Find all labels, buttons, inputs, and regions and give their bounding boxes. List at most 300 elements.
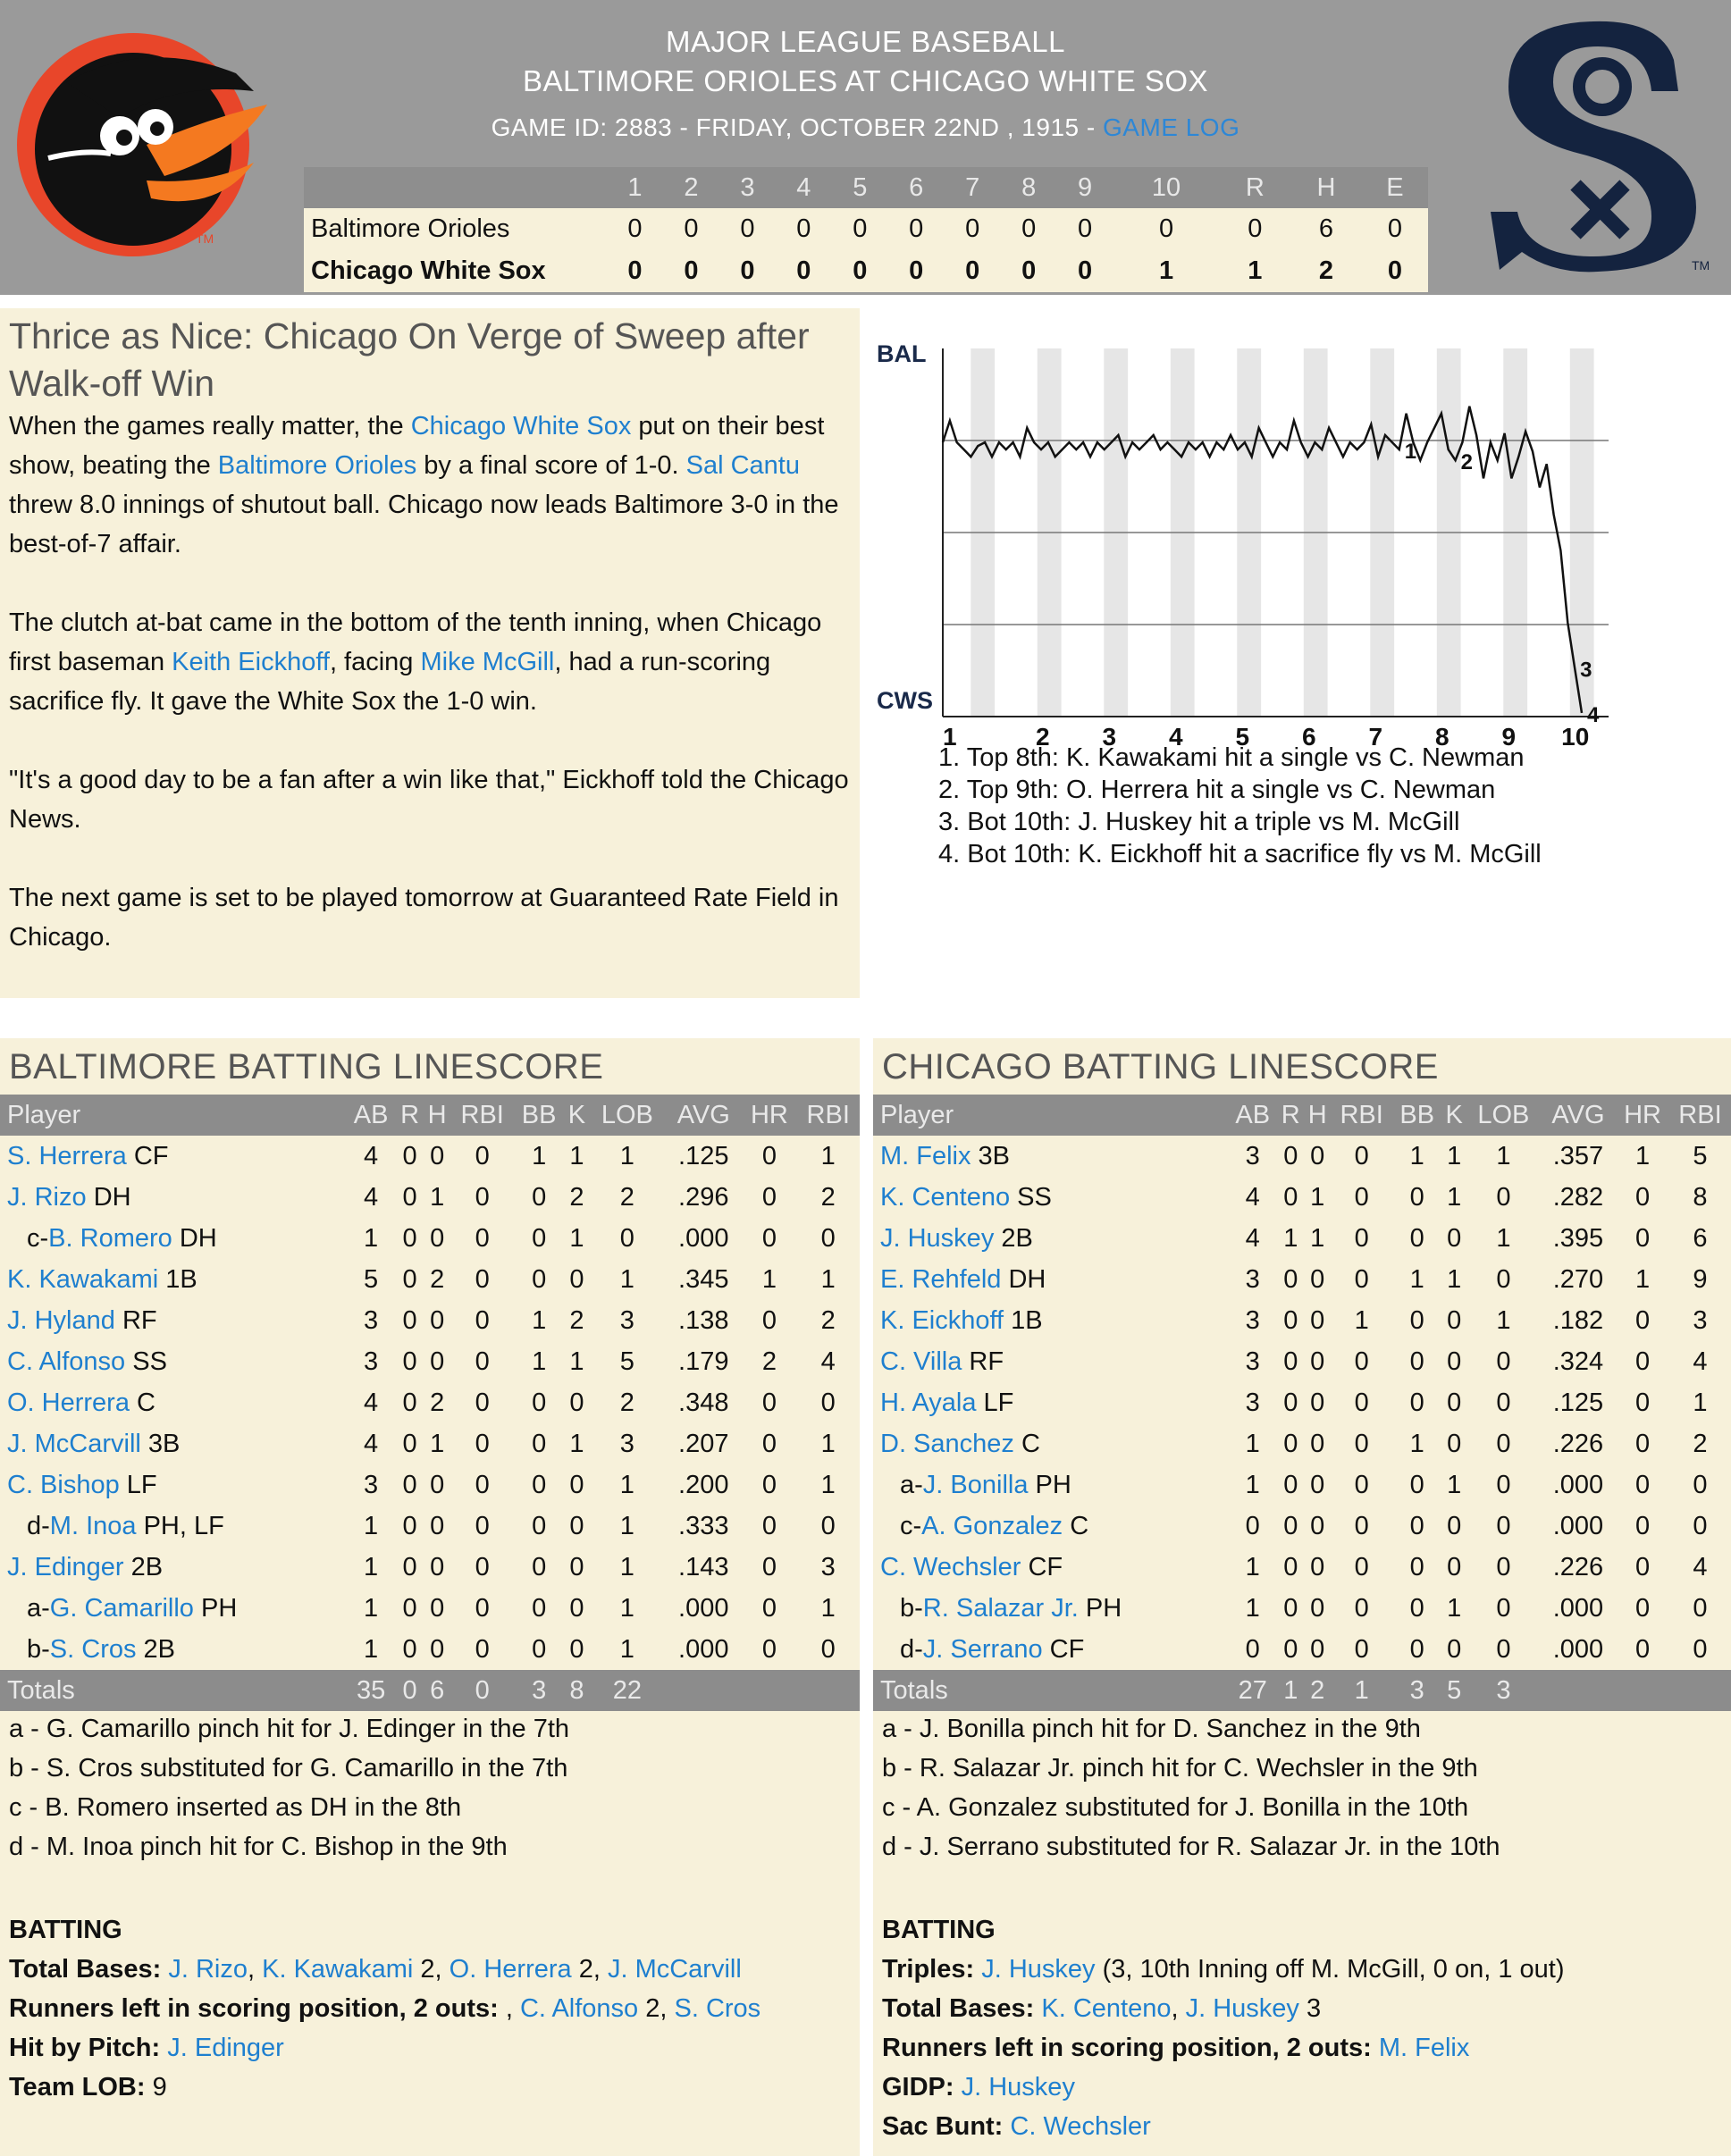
- play-marker: 1: [1404, 440, 1417, 465]
- batter-row: [873, 1300, 1731, 1341]
- stat-cell: 0: [475, 1305, 490, 1335]
- batting-stat-line: [882, 1989, 1564, 2028]
- stat-cell: .207: [678, 1429, 729, 1458]
- totals-row: [873, 1670, 1731, 1711]
- stat-cell: 0: [1283, 1388, 1298, 1417]
- story-text: "It's a good day to be a fan after a win like that," Eickhoff told the Chicago News.: [9, 766, 849, 834]
- stat-cell: 1: [1634, 1264, 1651, 1294]
- linescore-header-cell: 1: [607, 167, 663, 208]
- batting-header-cell: AB: [1228, 1095, 1277, 1136]
- home-batting-title: CHICAGO BATTING LINESCORE: [882, 1047, 1439, 1086]
- linescore-header-cell: 2: [663, 167, 719, 208]
- stat-cell: 0: [430, 1141, 445, 1170]
- batting-stat-line: [9, 1989, 760, 2028]
- stat-cell: 0: [532, 1182, 547, 1212]
- stat-cell: 0: [1447, 1552, 1462, 1581]
- stat-cell: 0: [1310, 1141, 1325, 1170]
- stat-cell: .226: [1552, 1429, 1604, 1458]
- batter-name-link[interactable]: M. Inoa: [49, 1511, 137, 1540]
- batter-name-link[interactable]: D. Sanchez: [880, 1429, 1014, 1458]
- story-link[interactable]: Mike McGill: [420, 648, 555, 676]
- batter-row: [0, 1547, 860, 1588]
- linescore-cell: 0: [945, 250, 1001, 292]
- away-batting-table: [0, 1095, 860, 1711]
- stat-cell: 1: [1245, 1552, 1260, 1581]
- batter-position: RF: [114, 1305, 157, 1335]
- stat-cell: 4: [364, 1182, 379, 1212]
- batting-stat-line: [9, 1950, 760, 1989]
- stat-cell: 0: [569, 1552, 584, 1581]
- stat-cell: 2: [820, 1305, 836, 1335]
- player-link[interactable]: J. Huskey: [961, 2073, 1075, 2101]
- stat-cell: 0: [1634, 1511, 1651, 1540]
- stat-cell: 0: [532, 1223, 547, 1253]
- batting-header-cell: AB: [346, 1095, 396, 1136]
- linescore-header-cell: 5: [832, 167, 888, 208]
- play-marker: 4: [1587, 702, 1600, 727]
- stat-cell: 0: [1354, 1552, 1369, 1581]
- totals-cell: 3: [1466, 1670, 1541, 1711]
- totals-cell: [742, 1670, 796, 1711]
- linescore-cell: 0: [832, 208, 888, 250]
- stat-text: 9: [152, 2073, 167, 2101]
- batter-name-link[interactable]: J. Hyland: [7, 1305, 115, 1335]
- stat-cell: 0: [761, 1141, 777, 1170]
- stat-cell: 0: [475, 1429, 490, 1458]
- stat-cell: 1: [820, 1470, 836, 1499]
- stat-cell: 0: [1634, 1593, 1651, 1623]
- player-link[interactable]: M. Felix: [1378, 2034, 1470, 2062]
- linescore-cell: 0: [1001, 250, 1057, 292]
- stat-cell: 0: [475, 1346, 490, 1376]
- batter-name-link[interactable]: E. Rehfeld: [880, 1264, 1002, 1294]
- batter-row: [0, 1464, 860, 1506]
- totals-cell: Totals: [0, 1670, 346, 1711]
- player-link[interactable]: J. Rizo: [168, 1955, 248, 1984]
- batting-header-cell: RBI: [450, 1095, 514, 1136]
- stat-cell: 0: [430, 1634, 445, 1664]
- stat-cell: 0: [532, 1429, 547, 1458]
- linescore-header-cell: 10: [1113, 167, 1220, 208]
- stat-cell: 0: [430, 1305, 445, 1335]
- stat-cell: 0: [1354, 1388, 1369, 1417]
- batter-name-link[interactable]: K. Eickhoff: [880, 1305, 1004, 1335]
- totals-cell: 22: [590, 1670, 666, 1711]
- stat-cell: 0: [1496, 1429, 1511, 1458]
- batter-name-link[interactable]: B. Romero: [48, 1223, 172, 1253]
- stat-cell: 0: [1409, 1223, 1424, 1253]
- batting-header-cell: H: [1304, 1095, 1331, 1136]
- batting-header-cell: H: [424, 1095, 451, 1136]
- stat-cell: .395: [1552, 1223, 1604, 1253]
- totals-cell: [796, 1670, 860, 1711]
- stat-cell: 0: [820, 1634, 836, 1664]
- batter-name-link[interactable]: J. Huskey: [880, 1223, 995, 1253]
- batting-header-cell: LOB: [590, 1095, 666, 1136]
- stat-cell: 0: [402, 1182, 417, 1212]
- inning-tick-label: 9: [1501, 723, 1517, 751]
- player-link[interactable]: S. Cros: [674, 1994, 761, 2023]
- stat-cell: 0: [569, 1470, 584, 1499]
- linescore-cell: 0: [888, 250, 945, 292]
- stat-cell: 0: [1447, 1305, 1462, 1335]
- inning-tick-label: 5: [1235, 723, 1250, 751]
- batter-cell: [873, 1218, 1228, 1259]
- batter-sub-prefix: d-: [900, 1634, 923, 1664]
- stat-cell: .125: [678, 1141, 729, 1170]
- batter-cell: [0, 1341, 346, 1382]
- linescore-cell: 0: [719, 250, 776, 292]
- batter-cell: [0, 1218, 346, 1259]
- stat-cell: 0: [532, 1264, 547, 1294]
- stat-cell: 0: [1409, 1346, 1424, 1376]
- stat-cell: 0: [1496, 1470, 1511, 1499]
- stat-cell: 0: [402, 1429, 417, 1458]
- stat-cell: 0: [1354, 1264, 1369, 1294]
- stat-cell: 4: [1245, 1182, 1260, 1212]
- player-link[interactable]: K. Centeno: [1041, 1994, 1172, 2023]
- batter-position: 2B: [123, 1552, 164, 1581]
- stat-cell: 1: [1310, 1182, 1325, 1212]
- stat-cell: 2: [619, 1182, 634, 1212]
- stat-cell: .226: [1552, 1552, 1604, 1581]
- batting-header-cell: Player: [873, 1095, 1228, 1136]
- batter-position: PH: [1028, 1470, 1071, 1499]
- svg-text:TM: TM: [1692, 258, 1710, 273]
- stat-cell: 1: [1245, 1470, 1260, 1499]
- stat-cell: 1: [1409, 1264, 1424, 1294]
- stat-cell: 1: [364, 1593, 379, 1623]
- stat-cell: 1: [1496, 1141, 1511, 1170]
- stat-cell: 3: [364, 1305, 379, 1335]
- stat-cell: .345: [678, 1264, 729, 1294]
- player-link[interactable]: J. Huskey: [981, 1955, 1096, 1984]
- stat-cell: 0: [761, 1552, 777, 1581]
- stat-cell: 4: [1693, 1552, 1708, 1581]
- play-note: 3. Bot 10th: J. Huskey hit a triple vs M. McGill: [938, 808, 1460, 836]
- stat-text: 2,: [571, 1955, 608, 1984]
- batter-position: DH: [172, 1223, 217, 1253]
- player-link[interactable]: J. McCarvill: [607, 1955, 742, 1984]
- stat-cell: 0: [532, 1552, 547, 1581]
- linescore-cell: 0: [1113, 208, 1220, 250]
- white-sox-logo: [1473, 11, 1718, 279]
- batter-row: [873, 1218, 1731, 1259]
- linescore-cell: 0: [776, 208, 832, 250]
- batter-cell: [873, 1300, 1228, 1341]
- batter-cell: [873, 1382, 1228, 1423]
- stat-cell: 0: [402, 1388, 417, 1417]
- stat-cell: 0: [1634, 1429, 1651, 1458]
- stat-cell: 0: [1310, 1593, 1325, 1623]
- stat-cell: 1: [430, 1429, 445, 1458]
- totals-cell: 6: [424, 1670, 451, 1711]
- totals-cell: 3: [1392, 1670, 1441, 1711]
- stat-cell: .357: [1552, 1141, 1604, 1170]
- stat-cell: 1: [1245, 1429, 1260, 1458]
- batting-header-cell: HR: [1616, 1095, 1669, 1136]
- story-paragraph: [9, 603, 853, 721]
- batter-name-link[interactable]: A. Gonzalez: [921, 1511, 1063, 1540]
- story-link[interactable]: Chicago White Sox: [410, 412, 632, 440]
- stat-cell: 1: [1409, 1429, 1424, 1458]
- stat-cell: 0: [1693, 1634, 1708, 1664]
- stat-cell: 1: [569, 1141, 584, 1170]
- linescore-cell: 0: [607, 208, 663, 250]
- stat-cell: .333: [678, 1511, 729, 1540]
- stat-cell: .000: [1552, 1593, 1604, 1623]
- stat-text: (3, 10th Inning off M. McGill, 0 on, 1 out): [1095, 1955, 1565, 1984]
- batter-position: LF: [119, 1470, 157, 1499]
- story-paragraph: [9, 760, 853, 839]
- batter-name-link[interactable]: C. Bishop: [7, 1470, 120, 1499]
- player-link[interactable]: J. Edinger: [167, 2034, 284, 2062]
- substitution-note: a - G. Camarillo pinch hit for J. Edinger in the 7th: [9, 1715, 570, 1743]
- linescore-header-cell: R: [1220, 167, 1291, 208]
- batter-row: [873, 1464, 1731, 1506]
- totals-cell: 27: [1228, 1670, 1277, 1711]
- stat-cell: 0: [1409, 1511, 1424, 1540]
- batting-stat-line: [9, 2028, 760, 2068]
- linescore-cell: 0: [1057, 208, 1113, 250]
- batter-name-link[interactable]: J. Bonilla: [922, 1470, 1029, 1499]
- stat-cell: 0: [532, 1634, 547, 1664]
- linescore-cell: 0: [1362, 208, 1428, 250]
- play-marker: 2: [1460, 450, 1473, 475]
- linescore-header-cell: 8: [1001, 167, 1057, 208]
- batter-name-link[interactable]: K. Centeno: [880, 1182, 1011, 1212]
- stat-cell: 0: [1283, 1305, 1298, 1335]
- story-text: , had a run-scoring sacrifice fly. It gave the White Sox the 1-0 win.: [9, 648, 771, 716]
- story-link[interactable]: Keith Eickhoff: [172, 648, 330, 676]
- batter-position: 2B: [136, 1634, 176, 1664]
- inning-tick-label: 2: [1035, 723, 1050, 751]
- story-link[interactable]: Baltimore Orioles: [217, 451, 417, 480]
- player-link[interactable]: J. Huskey: [1185, 1994, 1299, 2023]
- batter-cell: [0, 1300, 346, 1341]
- stat-cell: 0: [1310, 1470, 1325, 1499]
- substitution-note: b - R. Salazar Jr. pinch hit for C. Wechsler in the 9th: [882, 1754, 1478, 1783]
- batter-name-link[interactable]: J. Edinger: [7, 1552, 124, 1581]
- stat-cell: 0: [1693, 1511, 1708, 1540]
- batting-header-cell: K: [1441, 1095, 1466, 1136]
- story-paragraph: [9, 878, 853, 957]
- batter-cell: [0, 1547, 346, 1588]
- story-text: The clutch at-bat came in the bottom of the tenth inning, when Chicago first baseman: [9, 608, 822, 676]
- player-link[interactable]: O. Herrera: [449, 1955, 572, 1984]
- batter-name-link[interactable]: S. Herrera: [7, 1141, 127, 1170]
- stat-cell: 0: [532, 1388, 547, 1417]
- batter-row: [873, 1588, 1731, 1629]
- stat-cell: .200: [678, 1470, 729, 1499]
- stat-cell: 1: [430, 1182, 445, 1212]
- batter-sub-prefix: c-: [900, 1511, 922, 1540]
- stat-cell: 3: [364, 1470, 379, 1499]
- stat-label: Runners left in scoring position, 2 outs:: [9, 1994, 506, 2023]
- inning-tick-label: 7: [1368, 723, 1383, 751]
- stat-cell: 3: [364, 1346, 379, 1376]
- stat-label: Triples:: [882, 1955, 982, 1984]
- stat-cell: 0: [475, 1141, 490, 1170]
- game-log-link[interactable]: GAME LOG: [1102, 113, 1240, 141]
- stat-cell: 6: [1693, 1223, 1708, 1253]
- stat-cell: 0: [402, 1223, 417, 1253]
- stat-cell: 0: [761, 1511, 777, 1540]
- batter-name-link[interactable]: R. Salazar Jr.: [922, 1593, 1079, 1623]
- game-linescore: [304, 167, 1428, 292]
- stat-cell: 0: [475, 1388, 490, 1417]
- batter-sub-prefix: d-: [27, 1511, 50, 1540]
- batter-sub-prefix: c-: [27, 1223, 49, 1253]
- batter-row: [0, 1506, 860, 1547]
- home-batting-table: [873, 1095, 1731, 1711]
- stat-cell: 1: [619, 1552, 634, 1581]
- batter-name-link[interactable]: O. Herrera: [7, 1388, 130, 1417]
- batter-cell: [873, 1341, 1228, 1382]
- stat-cell: 0: [1245, 1511, 1260, 1540]
- linescore-cell: 0: [945, 208, 1001, 250]
- stat-cell: 0: [1283, 1429, 1298, 1458]
- batter-position: C: [1063, 1511, 1089, 1540]
- linescore-row: [304, 250, 1428, 292]
- stat-cell: 0: [1447, 1388, 1462, 1417]
- story-text: The next game is set to be played tomorrow at Guaranteed Rate Field in Chicago.: [9, 884, 839, 952]
- stat-text: ,: [1171, 1994, 1186, 2023]
- stat-cell: 0: [1409, 1470, 1424, 1499]
- stat-cell: 0: [820, 1511, 836, 1540]
- stat-cell: 0: [402, 1305, 417, 1335]
- stat-cell: 0: [1409, 1182, 1424, 1212]
- stat-cell: 1: [364, 1511, 379, 1540]
- stat-cell: 0: [475, 1264, 490, 1294]
- stat-cell: 0: [1496, 1511, 1511, 1540]
- inning-tick-label: 3: [1102, 723, 1117, 751]
- stat-cell: 0: [761, 1634, 777, 1664]
- batter-row: [0, 1136, 860, 1177]
- stat-cell: 1: [532, 1305, 547, 1335]
- player-link[interactable]: K. Kawakami: [262, 1955, 414, 1984]
- batter-row: [873, 1629, 1731, 1670]
- stat-cell: 1: [619, 1470, 634, 1499]
- stat-cell: 0: [1496, 1346, 1511, 1376]
- stat-cell: 1: [1496, 1305, 1511, 1335]
- stat-cell: 1: [619, 1141, 634, 1170]
- stat-cell: 1: [820, 1593, 836, 1623]
- stat-cell: 1: [532, 1346, 547, 1376]
- batter-row: [873, 1177, 1731, 1218]
- totals-cell: 2: [1304, 1670, 1331, 1711]
- batter-cell: [873, 1423, 1228, 1464]
- stat-cell: 0: [1634, 1223, 1651, 1253]
- stat-cell: .000: [678, 1634, 729, 1664]
- stat-cell: 0: [569, 1388, 584, 1417]
- stat-cell: 0: [1409, 1388, 1424, 1417]
- batter-name-link[interactable]: K. Kawakami: [7, 1264, 159, 1294]
- stat-cell: 4: [364, 1141, 379, 1170]
- batter-name-link[interactable]: C. Villa: [880, 1346, 962, 1376]
- stat-cell: 0: [1354, 1223, 1369, 1253]
- stat-cell: 0: [1283, 1182, 1298, 1212]
- batter-position: 1B: [158, 1264, 197, 1294]
- stat-cell: 2: [430, 1388, 445, 1417]
- stat-cell: 0: [569, 1511, 584, 1540]
- substitution-note: a - J. Bonilla pinch hit for D. Sanchez in the 9th: [882, 1715, 1421, 1743]
- batter-sub-prefix: a-: [27, 1593, 50, 1623]
- linescore-header-cell: 9: [1057, 167, 1113, 208]
- stat-cell: 1: [820, 1264, 836, 1294]
- batter-position: PH: [193, 1593, 238, 1623]
- stat-cell: 4: [820, 1346, 836, 1376]
- stat-cell: 0: [1447, 1223, 1462, 1253]
- story-text: put on their best show, beating the: [9, 412, 825, 480]
- story-link[interactable]: Sal Cantu: [685, 451, 800, 480]
- svg-text:TM: TM: [196, 231, 214, 246]
- stat-cell: 3: [1245, 1141, 1260, 1170]
- batter-name-link[interactable]: J. Rizo: [7, 1182, 87, 1212]
- stat-cell: 0: [532, 1470, 547, 1499]
- story-headline: Thrice as Nice: Chicago On Verge of Sweep after Walk-off Win: [9, 315, 810, 404]
- batter-name-link[interactable]: G. Camarillo: [49, 1593, 194, 1623]
- game-info: [0, 113, 1731, 142]
- batter-name-link[interactable]: H. Ayala: [880, 1388, 977, 1417]
- player-link[interactable]: C. Alfonso: [519, 1994, 639, 2023]
- batter-cell: [873, 1177, 1228, 1218]
- stat-cell: 1: [1283, 1223, 1298, 1253]
- stat-cell: 0: [1283, 1511, 1298, 1540]
- story-paragraph: [9, 407, 853, 564]
- stat-cell: 0: [761, 1470, 777, 1499]
- batter-name-link[interactable]: C. Alfonso: [7, 1346, 126, 1376]
- stat-cell: 0: [1447, 1346, 1462, 1376]
- batting-header-cell: HR: [742, 1095, 796, 1136]
- batter-name-link[interactable]: S. Cros: [49, 1634, 137, 1664]
- batter-cell: [873, 1506, 1228, 1547]
- home-team-label: CWS: [877, 687, 933, 714]
- batter-cell: [873, 1547, 1228, 1588]
- batter-name-link[interactable]: J. McCarvill: [7, 1429, 141, 1458]
- batter-row: [873, 1136, 1731, 1177]
- stat-label: Total Bases:: [9, 1955, 169, 1984]
- stat-cell: 1: [619, 1593, 634, 1623]
- stat-cell: 3: [1693, 1305, 1708, 1335]
- stat-cell: 3: [1245, 1264, 1260, 1294]
- batting-header-cell: Player: [0, 1095, 346, 1136]
- batter-cell: [0, 1464, 346, 1506]
- batter-position: DH: [86, 1182, 131, 1212]
- stat-cell: .000: [678, 1593, 729, 1623]
- away-batting-box: [0, 1038, 860, 2156]
- batter-row: [0, 1341, 860, 1382]
- batter-name-link[interactable]: M. Felix: [880, 1141, 971, 1170]
- batter-name-link[interactable]: J. Serrano: [922, 1634, 1043, 1664]
- story-body: [9, 407, 853, 996]
- stat-cell: 0: [430, 1552, 445, 1581]
- stat-cell: 4: [364, 1388, 379, 1417]
- batter-name-link[interactable]: C. Wechsler: [880, 1552, 1021, 1581]
- stat-cell: 0: [1496, 1593, 1511, 1623]
- stat-cell: 0: [1283, 1593, 1298, 1623]
- stat-cell: 5: [364, 1264, 379, 1294]
- batter-cell: [0, 1177, 346, 1218]
- stat-cell: 1: [619, 1634, 634, 1664]
- player-link[interactable]: C. Wechsler: [1010, 2112, 1151, 2141]
- stat-cell: .296: [678, 1182, 729, 1212]
- stat-cell: .348: [678, 1388, 729, 1417]
- totals-row: [0, 1670, 860, 1711]
- batter-cell: [0, 1259, 346, 1300]
- game-header: [0, 0, 1731, 295]
- linescore-cell: 1: [1220, 250, 1291, 292]
